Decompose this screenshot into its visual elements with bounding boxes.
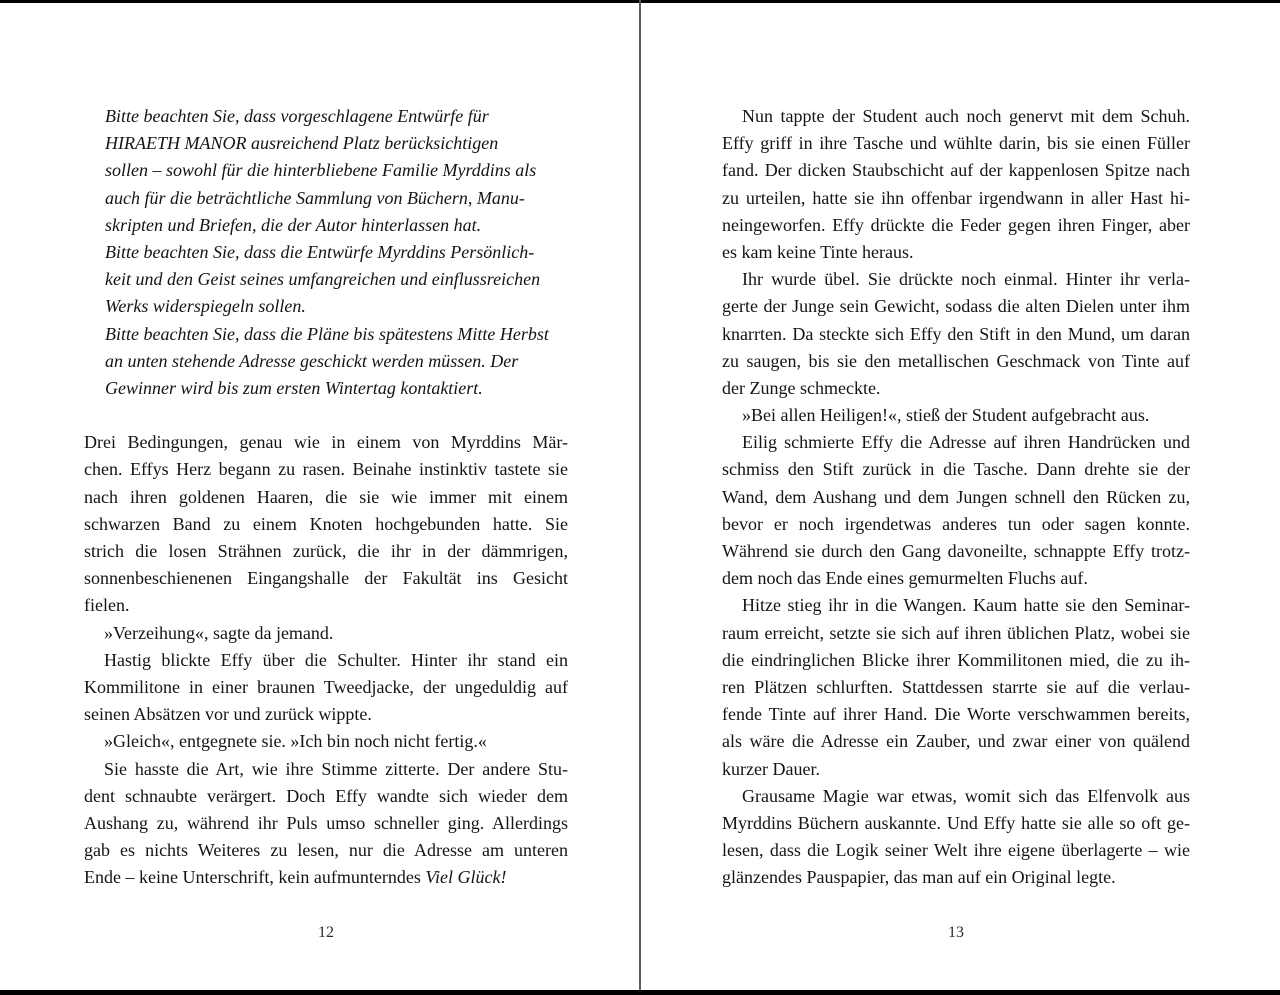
text-line: schmiss den Stift zurück in die Tasche. Dann drehte sie der	[722, 459, 1190, 480]
text-line: auch für die beträchtliche Sammlung von Büchern, Manu-	[105, 187, 525, 208]
text-line: kurzer Dauer.	[722, 758, 820, 779]
text-line: an unten stehende Adresse geschickt werden müssen. Der	[105, 350, 519, 371]
page-divider	[639, 0, 641, 995]
text-line: der Zunge schmeckte.	[722, 377, 881, 398]
page-number-left: 12	[318, 924, 334, 941]
text-line: sonnenbeschienenen Eingangshalle der Fakultät ins Gesicht	[84, 568, 568, 589]
text-line: Nun tappte der Student auch noch genervt mit dem Schuh.	[742, 106, 1190, 126]
text-line: als wäre die Adresse ein Zauber, und zwar einer von quälend	[722, 731, 1190, 752]
text-line: bevor er noch irgendetwas anderes tun oder sagen konnte.	[722, 513, 1190, 534]
text-line: Bitte beachten Sie, dass vorgeschlagene Entwürfe für	[105, 106, 489, 126]
text-line: Bitte beachten Sie, dass die Pläne bis spätestens Mitte Herbst	[105, 323, 549, 344]
text-line: dent schnaubte verärgert. Doch Effy wandte sich wieder dem	[84, 785, 568, 806]
text-line: seinen Absätzen vor und zurück wippte.	[84, 704, 372, 725]
text-line: skripten und Briefen, die der Autor hinterlassen hat.	[105, 214, 482, 235]
text-line: Sie hasste die Art, wie ihre Stimme zitterte. Der andere Stu-	[104, 758, 568, 779]
text-line	[84, 864, 568, 891]
text-line: raum erreicht, setzte sie sich auf ihren üblichen Platz, wobei sie	[722, 622, 1190, 643]
text-line: Wand, dem Aushang und dem Jungen schnell den Rücken zu,	[722, 486, 1190, 507]
text-line: fende Tinte auf ihrer Hand. Die Worte verschwammen bereits,	[722, 704, 1190, 725]
text-line: Während sie durch den Gang davoneilte, schnappte Effy trotz-	[722, 541, 1190, 561]
text-line: zu urteilen, hatte sie ihn offenbar irgendwann in aller Hast hi-	[722, 187, 1190, 208]
page-right-text	[722, 103, 1190, 891]
page-left-text	[84, 103, 568, 891]
text-line: nach ihren goldenen Haaren, die sie wie immer mit einem	[84, 486, 568, 507]
text-segment: Ende – keine Unterschrift, kein aufmunterndes	[84, 867, 426, 888]
text-line: neingeworfen. Effy drückte die Feder gegen ihren Finger, aber	[722, 214, 1190, 235]
text-line: Hitze stieg ihr in die Wangen. Kaum hatte sie den Seminar-	[742, 595, 1190, 616]
text-line: »Gleich«, entgegnete sie. »Ich bin noch nicht fertig.«	[104, 731, 487, 752]
text-line: es kam keine Tinte heraus.	[722, 241, 914, 262]
text-line: Kommilitone in einer braunen Tweedjacke, der ungeduldig auf	[84, 676, 568, 697]
text-line: zu saugen, bis sie den metallischen Geschmack von Tinte auf	[722, 350, 1190, 371]
text-line: strich die losen Strähnen zurück, die ihr in der dämmrigen,	[84, 541, 568, 561]
text-line: knarrten. Da steckte sich Effy den Stift in den Mund, um daran	[722, 323, 1190, 344]
text-line: Grausame Magie war etwas, womit sich das Elfenvolk aus	[742, 785, 1190, 806]
text-line: chen. Effys Herz begann zu rasen. Beinahe instinktiv tastete sie	[84, 459, 568, 480]
text-line	[84, 402, 568, 429]
italic-text-segment: Viel Glück!	[425, 867, 507, 888]
text-line: lesen, dass die Logik seiner Welt ihre eigene überlagerte – wie	[722, 840, 1190, 861]
text-line: Effy griff in ihre Tasche und wühlte darin, bis sie einen Füller	[722, 133, 1190, 154]
bottom-edge-bar	[0, 990, 1280, 995]
text-line: glänzendes Pauspapier, das man auf ein Original legte.	[722, 867, 1116, 888]
text-line: HIRAETH MANOR ausreichend Platz berücksichtigen	[105, 133, 499, 154]
text-line: sollen – sowohl für die hinterbliebene Familie Myrddins als	[105, 160, 537, 181]
text-line: fand. Der dicken Staubschicht auf der kappenlosen Spitze nach	[722, 160, 1190, 181]
text-line: schwarzen Band zu einem Knoten hochgebunden hatte. Sie	[84, 513, 568, 534]
text-line: Ihr wurde übel. Sie drückte noch einmal. Hinter ihr verla-	[742, 269, 1190, 290]
text-line: »Verzeihung«, sagte da jemand.	[104, 622, 334, 643]
text-line: »Bei allen Heiligen!«, stieß der Student aufgebracht aus.	[742, 405, 1150, 426]
text-line: Aushang zu, während ihr Puls umso schneller ging. Allerdings	[84, 812, 568, 833]
text-line: gab es nichts Weiteres zu lesen, nur die Adresse am unteren	[84, 840, 568, 861]
text-line: Gewinner wird bis zum ersten Wintertag kontaktiert.	[105, 377, 483, 398]
text-line: fielen.	[84, 595, 130, 616]
text-line: keit und den Geist seines umfangreichen und einflussreichen	[105, 269, 541, 290]
text-line: Bitte beachten Sie, dass die Entwürfe Myrddins Persönlich-	[105, 241, 535, 262]
text-line: Myrddins Büchern auskannte. Und Effy hatte sie alle so oft ge-	[722, 812, 1190, 833]
text-line: gerte der Junge sein Gewicht, sodass die alten Dielen unter ihm	[722, 296, 1190, 317]
page-number-right: 13	[948, 924, 964, 941]
text-line: Hastig blickte Effy über die Schulter. Hinter ihr stand ein	[104, 649, 568, 670]
text-line: Drei Bedingungen, genau wie in einem von Myrddins Mär-	[84, 432, 568, 453]
text-line: Eilig schmierte Effy die Adresse auf ihren Handrücken und	[742, 432, 1190, 453]
text-line: die eindringlichen Blicke ihrer Kommilitonen mied, die zu ih-	[722, 649, 1190, 670]
text-line: ren Plätzen schlurften. Stattdessen starrte sie auf die verlau-	[722, 676, 1190, 697]
text-line: Werks widerspiegeln sollen.	[105, 296, 306, 317]
text-line: dem noch das Ende eines gemurmelten Fluchs auf.	[722, 568, 1088, 589]
